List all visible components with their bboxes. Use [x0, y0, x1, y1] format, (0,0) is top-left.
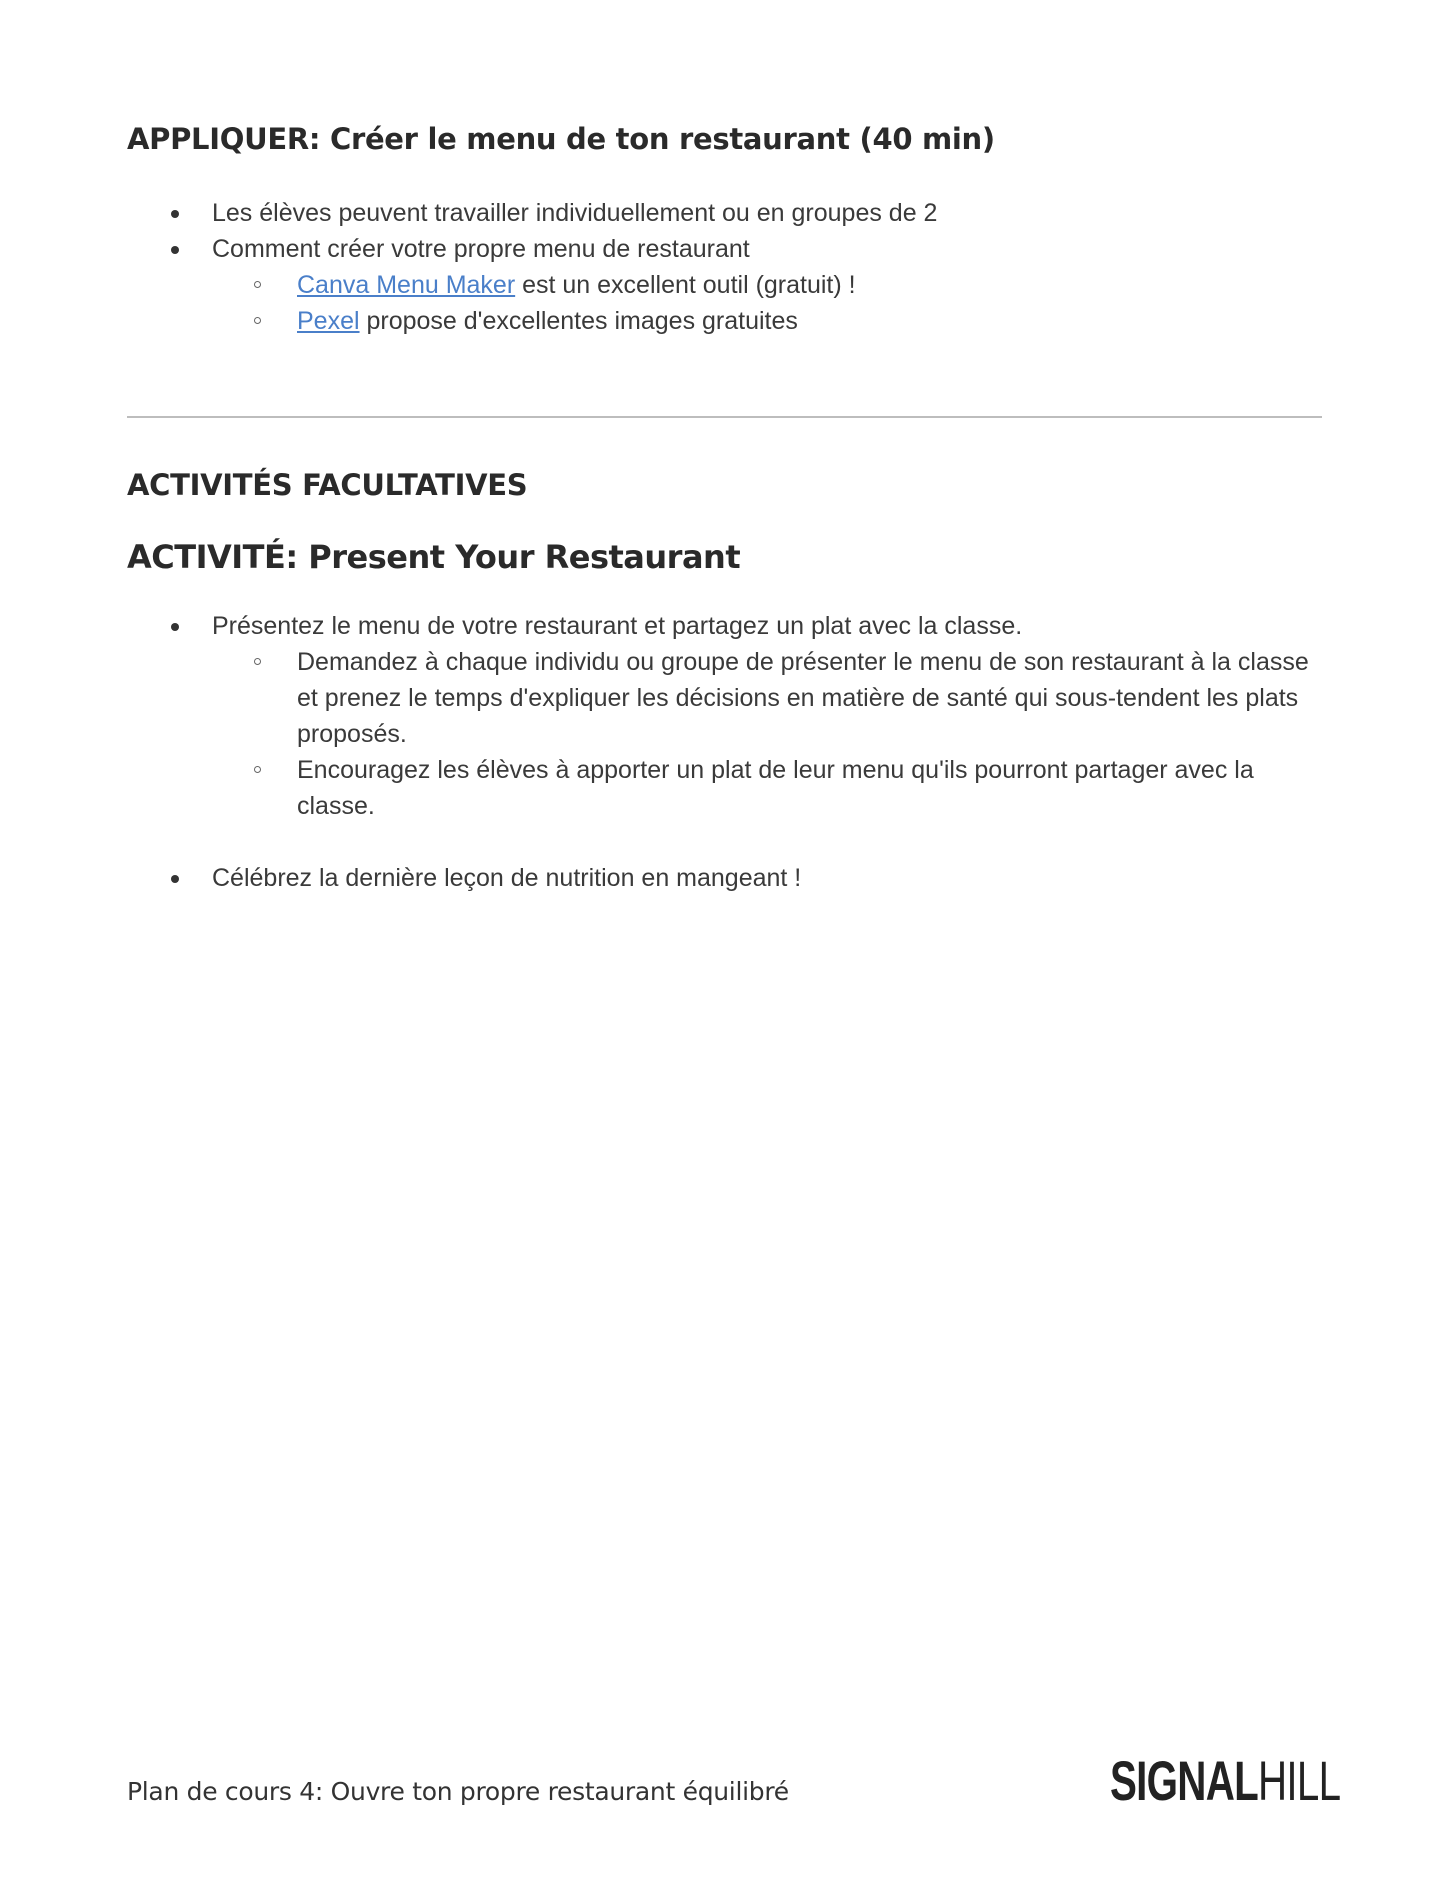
circle-bullet-icon: [254, 317, 261, 324]
circle-bullet-icon: [254, 766, 261, 773]
list-item: [127, 608, 1322, 824]
list-item-text: Célébrez la dernière leçon de nutrition en mangeant !: [212, 864, 802, 892]
list-item-text: Les élèves peuvent travailler individuellement ou en groupes de 2: [212, 199, 938, 227]
optional-content: [127, 466, 1322, 896]
list-item: [127, 860, 1322, 896]
circle-bullet-icon: [254, 281, 261, 288]
sub-list-item-text: Encouragez les élèves à apporter un plat de leur menu qu'ils pourront partager avec la classe.: [297, 756, 1254, 820]
circle-bullet-icon: [254, 658, 261, 665]
list-item: [127, 195, 1322, 231]
list-item-text: Présentez le menu de votre restaurant et partagez un plat avec la classe.: [212, 612, 1023, 640]
sub-list-item-text: est un excellent outil (gratuit) !: [515, 271, 856, 299]
sub-list: [212, 267, 1322, 339]
canva-menu-maker-link[interactable]: Canva Menu Maker: [297, 271, 516, 299]
logo-bold-text: SIGNAL: [1110, 1749, 1259, 1812]
sub-list-item-text: Demandez à chaque individu ou groupe de présenter le menu de son restaurant à la classe et prenez le temps d'expliquer les décisions en matière de santé qui sous-tendent les plats proposés.: [297, 648, 1309, 748]
bullet-icon: [171, 875, 179, 883]
sub-list: [212, 644, 1322, 824]
bullet-icon: [171, 623, 179, 631]
apply-list: [127, 195, 1322, 339]
section-optional-heading: ACTIVITÉS FACULTATIVES: [127, 468, 528, 502]
horizontal-divider: [127, 416, 1322, 418]
sub-list-item-text: propose d'excellentes images gratuites: [359, 307, 798, 335]
logo-light-text: HILL: [1258, 1749, 1341, 1812]
sub-list-item: [212, 303, 1322, 339]
activity-list: [127, 608, 1322, 896]
list-item: [127, 231, 1322, 339]
sub-list-item: [212, 644, 1322, 752]
footer-title: Plan de cours 4: Ouvre ton propre restaurant équilibré: [127, 1777, 789, 1806]
sub-list-item: [212, 752, 1322, 824]
bullet-icon: [171, 246, 179, 254]
pexel-link[interactable]: Pexel: [297, 307, 360, 335]
signal-hill-logo: [1110, 1746, 1340, 1816]
section-apply-heading: APPLIQUER: Créer le menu de ton restaurant (40 min): [127, 122, 995, 156]
activity-heading: ACTIVITÉ: Present Your Restaurant: [127, 538, 741, 576]
content: [127, 120, 1322, 339]
bullet-icon: [171, 210, 179, 218]
sub-list-item: [212, 267, 1322, 303]
list-item-text: Comment créer votre propre menu de restaurant: [212, 235, 750, 263]
